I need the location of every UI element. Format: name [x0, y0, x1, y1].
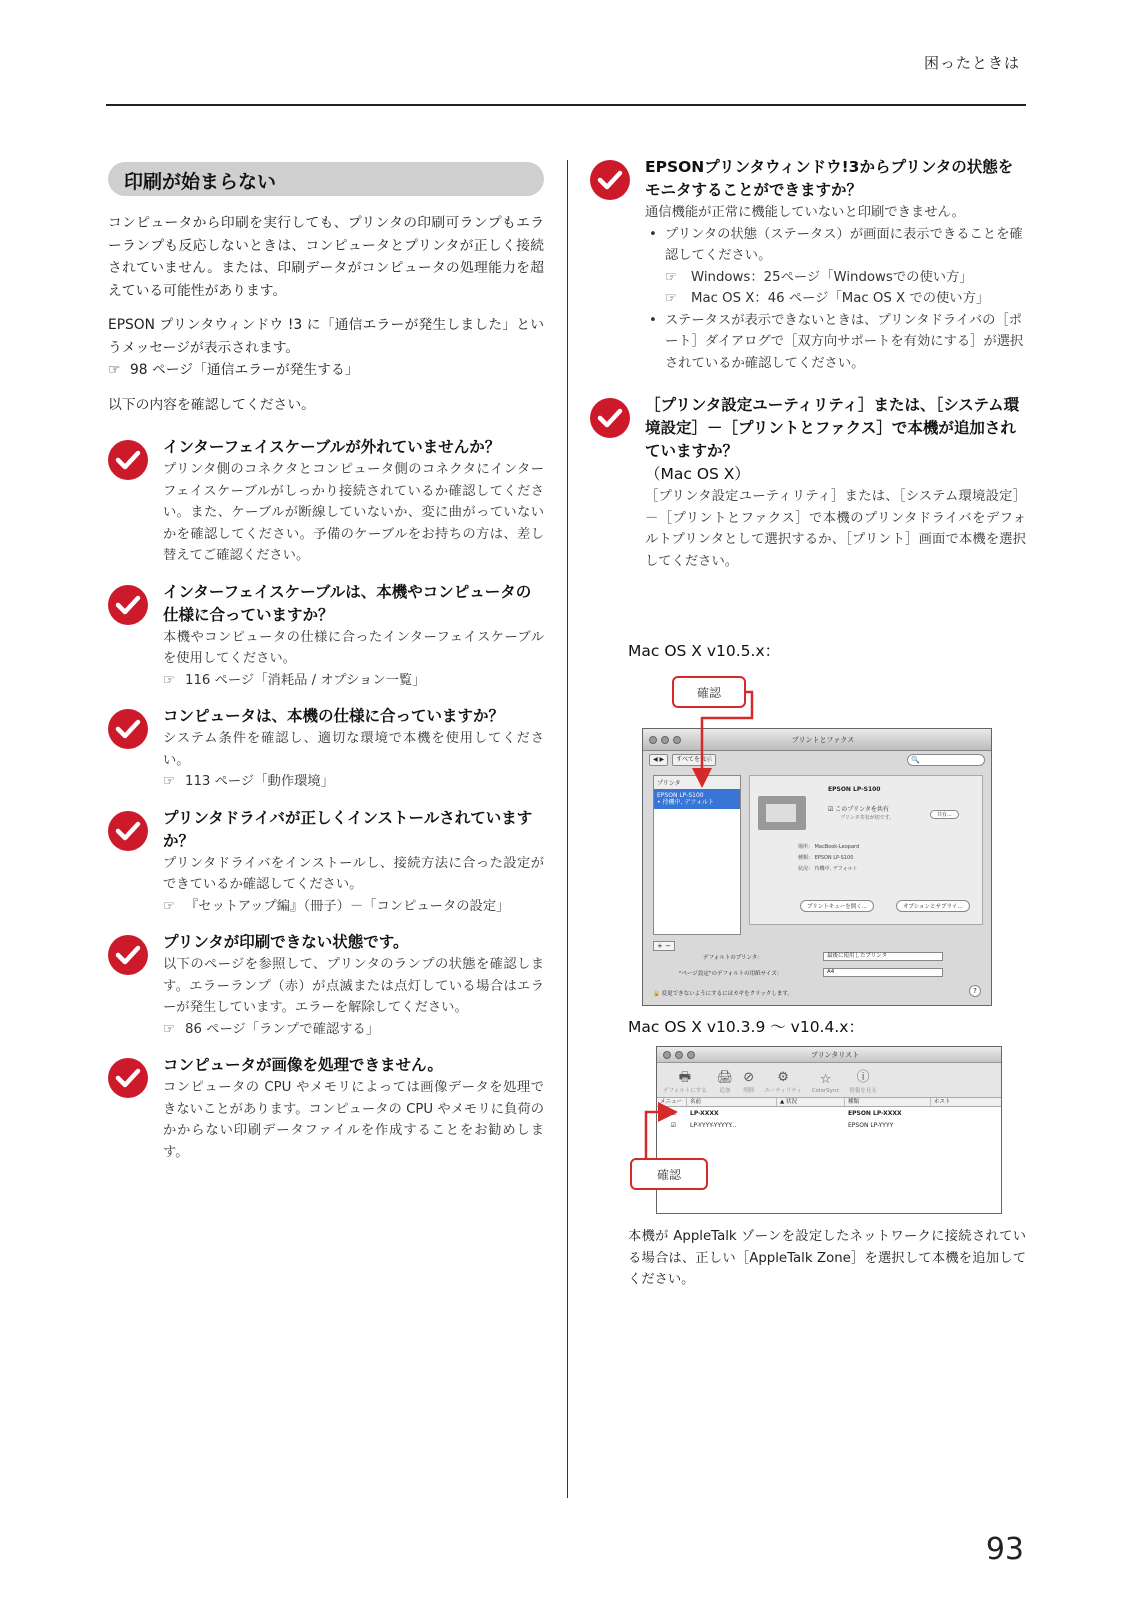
column-divider: [567, 160, 568, 1498]
confirm-callout-1: 確認: [672, 676, 746, 708]
check-item-title: コンピュータが画像を処理できません。: [163, 1056, 443, 1074]
checkmark-icon: [108, 811, 148, 851]
reference-link[interactable]: [163, 896, 544, 918]
checkmark-icon: [108, 440, 148, 480]
check-item: [108, 436, 544, 567]
check-item: [108, 931, 544, 1040]
search-input[interactable]: [907, 754, 985, 766]
reference-link[interactable]: [163, 771, 544, 793]
window-zoom-icon[interactable]: [687, 1051, 695, 1059]
check-item-body: コンピュータの CPU やメモリによっては画像データを処理できないことがあります。コンピュータの CPU やメモリに負荷のかからない印刷データファイルを作成することをお勧めします。: [163, 1080, 544, 1160]
tool-label: デフォルトにする: [663, 1088, 707, 1094]
left-column: [108, 162, 544, 1163]
printer-detail-panel: [749, 775, 983, 925]
make-default-tool[interactable]: [663, 1070, 707, 1094]
add-printer-icon: 🖨: [716, 1070, 734, 1085]
print-fax-screenshot: [642, 728, 992, 1006]
reference-link[interactable]: [163, 670, 544, 692]
header-title: 困ったときは: [923, 54, 1020, 72]
checkbox-icon: ☑: [828, 806, 836, 813]
row-name: LP-XXXX: [690, 1109, 719, 1117]
check-item-body: 本機やコンピュータの仕様に合ったインターフェイスケーブルを使用してください。: [163, 629, 544, 666]
printer-grid-header: [657, 1097, 1001, 1107]
printer-list-screenshot: [656, 1046, 1002, 1214]
column-header[interactable]: 種類: [845, 1098, 931, 1106]
window-zoom-icon[interactable]: [673, 736, 681, 744]
delete-tool[interactable]: [743, 1070, 754, 1094]
reference-text: 86 ページ「ランプで確認する」: [185, 1021, 380, 1037]
column-header[interactable]: メニュー: [657, 1098, 687, 1106]
check-item-body: 以下のページを参照して、プリンタのランプの状態を確認します。エラーランプ（赤）が点滅または点灯している場合はエラーが発生しています。エラーを解除してください。: [163, 957, 544, 1015]
share-button[interactable]: 共有...: [930, 810, 959, 819]
checkmark-icon: [108, 709, 148, 749]
column-header[interactable]: ホスト: [934, 1099, 951, 1105]
reference-link[interactable]: [108, 359, 544, 382]
check-item-subtitle: （Mac OS X）: [645, 465, 750, 483]
window-minimize-icon[interactable]: [661, 736, 669, 744]
tool-label: 追加: [719, 1088, 731, 1094]
printer-list-item[interactable]: [654, 789, 740, 809]
reference-icon: ☞: [163, 898, 175, 914]
check-item: [108, 581, 544, 692]
check-item-title: EPSONプリンタウィンドウ!3からプリンタの状態をモニタすることができますか？: [645, 158, 1014, 199]
tool-label: ColorSync: [811, 1088, 840, 1094]
row-checkbox[interactable]: ☑: [670, 1109, 677, 1117]
tool-label: 削除: [743, 1088, 755, 1094]
reference-text: 98 ページ「通信エラーが発生する」: [130, 362, 359, 378]
checkmark-icon: [108, 1058, 148, 1098]
check-item: [108, 807, 544, 918]
row-kind: EPSON LP-XXXX: [848, 1109, 902, 1117]
info-kind: 種類： EPSON LP-S100: [798, 855, 854, 861]
window-title: プリントとファクス: [791, 735, 855, 744]
show-all-button[interactable]: すべてを表示: [672, 754, 716, 766]
back-forward-button[interactable]: ◀ ▶: [649, 754, 668, 766]
options-supplies-button[interactable]: オプションとサプライ...: [896, 900, 970, 912]
reference-link[interactable]: [163, 1019, 544, 1041]
intro-paragraph-2: EPSON プリンタウィンドウ !3 に「通信エラーが発生しました」というメッセージが表示されます。: [108, 317, 544, 356]
lock-icon: 🔒: [653, 991, 662, 997]
add-tool[interactable]: [717, 1070, 734, 1094]
tool-label: 情報を見る: [849, 1088, 877, 1094]
check-item-body: システム条件を確認し、適切な環境で本機を使用してください。: [163, 731, 544, 768]
intro-paragraph-1: コンピュータから印刷を実行しても、プリンタの印刷可ランプもエラーランプも反応しないときは、コンピュータとプリンタが正しく接続されていません。または、印刷データがコンピュータの処理能力を超えている可能性があります。: [108, 215, 544, 299]
default-printer-select[interactable]: 最後に使用したプリンタ: [823, 952, 943, 961]
info-status: 状況： 待機中, デフォルト: [798, 866, 858, 872]
window-titlebar: [643, 729, 991, 751]
section-title: 印刷が始まらない: [108, 162, 544, 196]
check-item: [108, 1054, 544, 1163]
version-label-2: Mac OS X v10.3.9 ～ v10.4.x：: [628, 1018, 864, 1036]
printer-list-header: プリンタ: [654, 776, 740, 789]
paper-size-label: "ページ設定"のデフォルトの用紙サイズ：: [679, 971, 783, 977]
window-minimize-icon[interactable]: [675, 1051, 683, 1059]
column-header[interactable]: ▲ 状況: [777, 1098, 845, 1106]
window-close-icon[interactable]: [649, 736, 657, 744]
tool-label: ユーティリティ: [764, 1088, 802, 1094]
reference-icon: ☞: [163, 774, 175, 789]
check-item-body: ［プリンタ設定ユーティリティ］または、［システム環境設定］－［プリントとファクス］で本機のプリンタドライバをデフォルトプリンタとして選択するか、［プリント］画面で本機を選択してください。: [645, 489, 1026, 569]
printer-list-status: • 待機中, デフォルト: [657, 799, 714, 806]
reference-icon: ☞: [108, 362, 121, 378]
bullet-item: • ステータスが表示できないときは、プリンタドライバの［ポート］ダイアログで［双方向サポートを有効にする］が選択されているか確認してください。: [645, 310, 1026, 375]
reference-text: Mac OS X：46 ページ「Mac OS X での使い方」: [691, 291, 990, 306]
utility-icon: ⚙: [777, 1070, 789, 1085]
figure-area: [590, 0, 1026, 1600]
check-item: [108, 705, 544, 793]
intro-paragraph-3: 以下の内容を確認してください。: [108, 396, 315, 413]
colorsync-icon: ☆: [819, 1072, 832, 1087]
printer-list-toolbar: [657, 1063, 1001, 1097]
version-label-1: Mac OS X v10.5.x：: [628, 642, 781, 660]
reference-icon: ☞: [163, 672, 175, 688]
check-item-title: ［プリンタ設定ユーティリティ］または、［システム環境設定］－［プリントとファクス］で本機が追加されていますか？: [645, 396, 1020, 460]
table-row[interactable]: [657, 1119, 1001, 1131]
bullet-item: • プリンタの状態（ステータス）が画面に表示できることを確認してください。: [645, 224, 1026, 267]
printer-grid: [657, 1107, 1001, 1213]
add-remove-printer-button[interactable]: + −: [653, 941, 675, 951]
check-item-body: 通信機能が正常に機能していないと印刷できません。: [645, 205, 965, 220]
reference-text: 『セットアップ編』（冊子）－「コンピュータの設定」: [185, 898, 510, 914]
info-location: 場所： MacBook-Leopard: [798, 844, 860, 850]
row-name: LP-YYYY-YYYYY...: [690, 1121, 737, 1129]
info-tool[interactable]: [849, 1070, 877, 1094]
printer-icon: [758, 796, 806, 830]
check-item-body: プリンタドライバをインストールし、接続方法に合った設定ができているか確認してください。: [163, 855, 544, 892]
window-toolbar: [643, 751, 991, 769]
page-number: 93: [985, 1532, 1024, 1567]
row-checkbox[interactable]: ☑: [670, 1121, 677, 1129]
window-title: プリンタリスト: [810, 1050, 860, 1059]
check-item-title: プリンタドライバが正しくインストールされていますか？: [163, 808, 533, 850]
printer-icon: 🖶: [678, 1070, 691, 1085]
reference-icon: ☞: [163, 1021, 175, 1037]
colorsync-tool[interactable]: [812, 1072, 840, 1094]
checkmark-icon: [108, 585, 148, 625]
share-note: プリンタ共有が切です。: [840, 815, 895, 821]
row-kind: EPSON LP-YYYY: [848, 1121, 894, 1129]
column-header[interactable]: 名前: [687, 1098, 777, 1106]
check-item-body: プリンタ側のコネクタとコンピュータ側のコネクタにインターフェイスケーブルがしっかり接続されているか確認してください。また、ケーブルが断線していないか、変に曲がっていないかを確認してください。予備のケーブルをお持ちの方は、差し替えてご確認ください。: [163, 462, 544, 563]
default-printer-label: デフォルトのプリンタ：: [703, 955, 763, 961]
footer-note: 本機が AppleTalk ゾーンを設定したネットワークに接続されている場合は、正しい［AppleTalk Zone］を選択して本機を追加してください。: [628, 1229, 1026, 1287]
printer-list: [653, 775, 741, 935]
lock-note[interactable]: [653, 989, 793, 997]
detail-printer-name: EPSON LP-S100: [828, 786, 881, 793]
delete-icon: ⊘: [743, 1070, 755, 1085]
share-checkbox[interactable]: [828, 804, 889, 813]
window-titlebar: [657, 1047, 1001, 1063]
confirm-callout-2: 確認: [630, 1158, 708, 1190]
checkmark-icon: [108, 935, 148, 975]
reference-icon: ☞: [665, 291, 677, 306]
utility-tool[interactable]: [764, 1070, 802, 1094]
paper-size-select[interactable]: A4: [823, 968, 943, 977]
check-item-title: インターフェイスケーブルが外れていませんか？: [163, 438, 501, 456]
table-row[interactable]: [657, 1107, 1001, 1119]
reference-text: 113 ページ「動作環境」: [185, 774, 335, 789]
check-item-title: インターフェイスケーブルは、本機やコンピュータの仕様に合っていますか？: [163, 582, 532, 624]
printer-info: [798, 842, 859, 875]
info-icon: ⓘ: [856, 1070, 870, 1085]
share-label: このプリンタを共有: [835, 806, 889, 813]
help-button[interactable]: ?: [969, 985, 981, 997]
check-item-title: コンピュータは、本機の仕様に合っていますか？: [163, 707, 505, 725]
window-close-icon[interactable]: [663, 1051, 671, 1059]
lock-text: 変更できないようにするにはカギをクリックします。: [661, 991, 793, 997]
check-item-title: プリンタが印刷できない状態です。: [163, 933, 409, 951]
reference-text: Windows：25ページ「Windowsでの使い方」: [691, 269, 973, 285]
reference-text: 116 ページ「消耗品 / オプション一覧」: [185, 672, 426, 688]
open-queue-button[interactable]: プリントキューを開く...: [800, 900, 874, 912]
search-icon: 🔍: [911, 756, 920, 764]
reference-icon: ☞: [665, 269, 677, 285]
printer-list-name: EPSON LP-S100: [657, 792, 704, 799]
